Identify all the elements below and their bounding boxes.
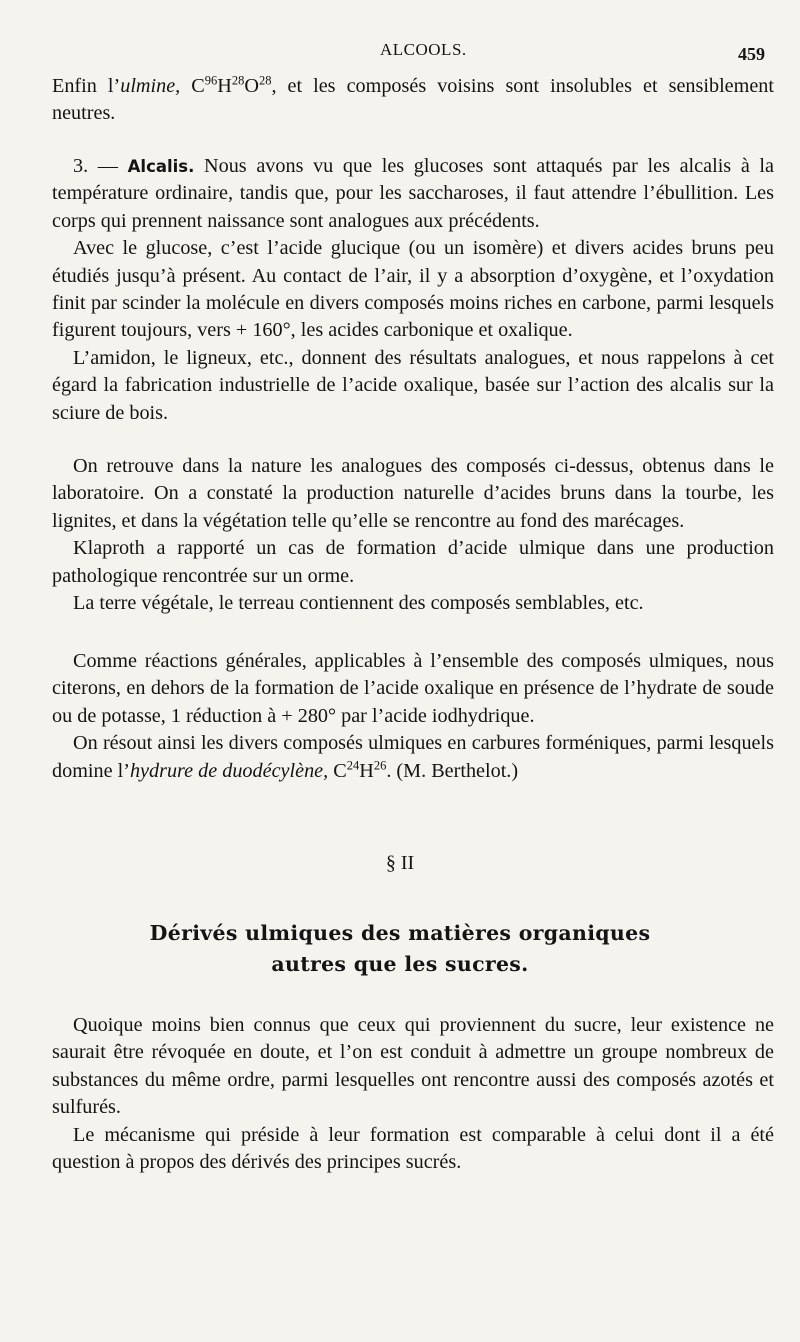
paragraph-nature: On retrouve dans la nature les analogues des composés ci-dessus, obtenus dans le laboratoire. On a constaté la production naturelle d’acides bruns dans la tourbe, les lignites, et dans la végétation telle qu’elle se rencontre au fond des marécages. [52,455,774,532]
paragraph-alcalis [52,153,774,235]
text-run: Enfin l’ [52,75,121,97]
running-title: ALCOOLS. [380,40,467,59]
italic-term: ulmine, [120,75,181,97]
formula-superscript: 28 [231,73,245,88]
paragraph-mecanisme: Le mécanisme qui préside à leur formation est comparable à celui dont il a été question à propos des dérivés des principes sucrés. [52,1123,774,1174]
paragraph-klaproth: Klaproth a rapporté un cas de formation d’acide ulmique dans une production pathologique rencontrée sur un orme. [52,537,774,587]
paragraph-label: Alcalis. [127,157,195,176]
formula-superscript: 96 [204,73,218,88]
text-block-alcalis [52,153,774,427]
text-run: , et les composés voisins sont insolubles et sensiblement neutres. [52,75,775,125]
italic-term: hydrure de duodécylène, [129,759,329,782]
paragraph-terre-vegetale: La terre végétale, le terreau contiennent des composés semblables, etc. [73,592,644,615]
text-block-ulmine [52,73,774,128]
text-block-reactions [52,648,774,785]
paragraph-berthelot [52,730,774,785]
paragraph-number: 3. — [73,155,128,177]
section-heading-line: Dérivés ulmiques des matières organiques [149,921,651,945]
paragraph-ulmine [52,73,774,128]
section-mark: § II [385,852,415,874]
formula-superscript: 24 [346,757,360,772]
text-run: On résout ainsi les divers composés ulmiques en carbures forméniques, parmi lesquels domine l’ [52,732,774,782]
running-head [0,40,800,64]
text-run: . (M. Berthelot.) [386,759,519,782]
paragraph-reactions: Comme réactions générales, applicables à l’ensemble des composés ulmiques, nous citerons, en dehors de la formation de l’acide oxalique en présence de l’hydrate de soude ou de potasse, 1 réduction à + 280° par l’acide iodhydrique. [52,650,774,727]
paragraph-glucose: Avec le glucose, c’est l’acide glucique (ou un isomère) et divers acides bruns peu étudiés jusqu’à présent. Au contact de l’air, il y a absorption d’oxygène, et l’oxydation finit par scinder la molécule en divers composés moins riches en carbone, parmi lesquels figurent toujours, vers + 160°, les acides carbonique et oxalique. [52,237,774,342]
text-run: C [328,759,347,782]
formula-superscript: 26 [373,757,387,772]
text-run: H [359,759,374,782]
paragraph-quoique: Quoique moins bien connus que ceux qui proviennent du sucre, leur existence ne saurait être révoquée en doute, et l’on est conduit à admettre un groupe nombreux de substances du même ordre, parmi lesquelles ont rencontre aussi des composés azotés et sulfurés. [52,1014,774,1119]
text-block-derives [52,1012,774,1176]
paragraph-amidon: L’amidon, le ligneux, etc., donnent des résultats analogues, et nous rappelons à cet égard la fabrication industrielle de l’acide oxalique, basée sur l’action des alcalis sur la sciure de bois. [52,346,774,424]
section-heading-line: autres que les sucres. [271,952,529,976]
text-run: Nous avons vu que les glucoses sont attaqués par les alcalis à la température ordinaire, tandis que, pour les saccharoses, il faut attendre l’ébullition. Les corps qui prennent naissance sont analogues aux précédents. [52,155,774,232]
section-heading [0,918,800,980]
text-run: O [244,75,259,97]
formula-superscript: 28 [258,73,272,88]
page-number: 459 [738,44,765,64]
text-run: C [180,75,205,97]
text-block-nature [52,453,774,617]
text-run: H [217,75,232,97]
